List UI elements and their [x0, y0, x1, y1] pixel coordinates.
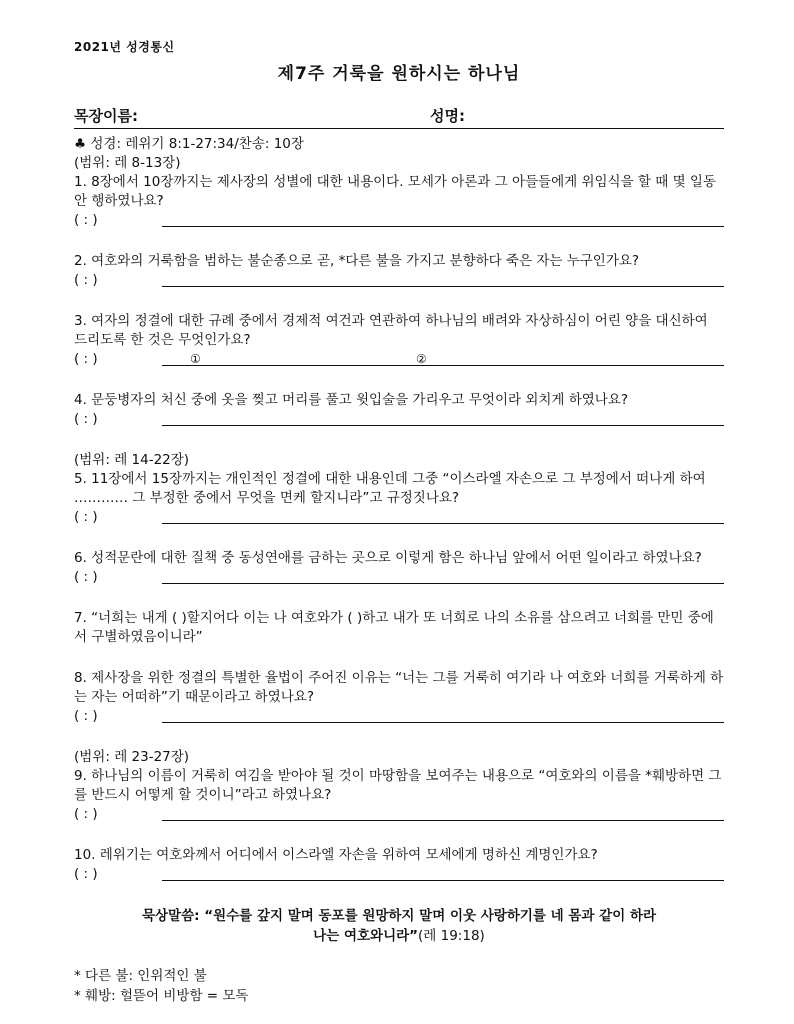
answer-mark-2: ②	[416, 352, 427, 366]
answer-mark-1: ①	[190, 352, 201, 366]
memory-verse-label: 묵상말씀:	[141, 908, 200, 924]
name-fields-row	[74, 106, 724, 129]
footnote-1: * 다른 불: 인위적인 불	[74, 968, 207, 984]
answer-underline	[162, 880, 724, 881]
page-title: 제7주 거룩을 원하시는 하나님	[277, 64, 521, 84]
answer-paren: ( : )	[74, 411, 98, 427]
answer-paren: ( : )	[74, 708, 98, 724]
worksheet-page	[74, 38, 724, 1006]
range-heading-1: (범위: 레 8-13장)	[74, 155, 181, 171]
range-heading-2: (범위: 레 14-22장)	[74, 452, 190, 468]
answer-paren: ( : )	[74, 272, 98, 288]
answer-line-1[interactable]	[74, 211, 724, 230]
answer-underline	[162, 523, 724, 524]
question-9: 9. 하나님의 이름이 거룩히 여김을 받아야 될 것이 마땅함을 보여주는 내용으로 “여호와의 이름을 *훼방하면 그를 반드시 어떻게 할 것이니”라고 하였나요?	[74, 768, 722, 803]
answer-paren: ( : )	[74, 806, 98, 822]
answer-line-10[interactable]	[74, 865, 724, 884]
memory-verse-text-1: “원수를 갚지 말며 동포를 원망하지 말며 이웃 사랑하기를 네 몸과 같이 하라	[199, 908, 657, 924]
answer-line-4[interactable]	[74, 410, 724, 429]
footnotes	[74, 966, 724, 1006]
scripture-reference: ♣ 성경: 레위기 8:1-27:34/찬송: 10장	[74, 136, 304, 152]
answer-paren: ( : )	[74, 866, 98, 882]
answer-underline	[162, 365, 724, 366]
question-1: 1. 8장에서 10장까지는 제사장의 성별에 대한 내용이다. 모세가 아론과 그 아들들에게 위임식을 할 때 몇 일동안 행하였나요?	[74, 174, 716, 209]
answer-underline	[162, 286, 724, 287]
answer-line-2[interactable]	[74, 271, 724, 290]
memory-verse-line-1	[74, 906, 724, 926]
answer-line-5[interactable]	[74, 508, 724, 527]
question-8: 8. 제사장을 위한 정결의 특별한 율법이 주어진 이유는 “너는 그를 거룩히 여기라 나 여호와 너희를 거룩하게 하는 자는 어떠하”기 때문이라고 하였나요?	[74, 670, 724, 705]
answer-paren: ( : )	[74, 212, 98, 228]
question-2: 2. 여호와의 거룩함을 범하는 불순종으로 곧, *다른 불을 가지고 분향하다 죽은 자는 누구인가요?	[74, 253, 640, 269]
answer-underline	[162, 820, 724, 821]
answer-line-8[interactable]	[74, 707, 724, 726]
question-7: 7. “너희는 내게 ( )할지어다 이는 나 여호와가 ( )하고 내가 또 너희로 나의 소유를 삼으려고 너희를 만민 중에서 구별하였음이니라”	[74, 610, 714, 645]
memory-verse-text-2: 나는 여호와니라”	[313, 928, 419, 944]
memory-verse	[74, 906, 724, 946]
question-6: 6. 성적문란에 대한 질책 중 동성연애를 금하는 곳으로 이렇게 함은 하나님 앞에서 어떤 일이라고 하였나요?	[74, 550, 702, 566]
range-heading-3: (범위: 레 23-27장)	[74, 749, 190, 765]
question-4: 4. 문둥병자의 처신 중에 옷을 찢고 머리를 풀고 윗입술을 가리우고 무엇이라 외치게 하였나요?	[74, 392, 629, 408]
person-name-label: 성명:	[430, 107, 465, 125]
answer-paren: ( : )	[74, 351, 98, 367]
answer-underline	[162, 425, 724, 426]
answer-underline	[162, 583, 724, 584]
answer-underline	[162, 226, 724, 227]
group-name-label: 목장이름:	[74, 107, 138, 125]
year-label: 2021년 성경통신	[74, 40, 175, 54]
answer-paren: ( : )	[74, 569, 98, 585]
answer-line-9[interactable]	[74, 805, 724, 824]
question-10: 10. 레위기는 여호와께서 어디에서 이스라엘 자손을 위하여 모세에게 명하신 계명인가요?	[74, 847, 598, 863]
footnote-2: * 훼방: 헐뜯어 비방함 = 모독	[74, 988, 249, 1004]
question-5: 5. 11장에서 15장까지는 개인적인 정결에 대한 내용인데 그중 “이스라엘 자손으로 그 부정에서 떠나게 하여 ………… 그 부정한 중에서 무엇을 면케 할지니라”고 규정짓나요?	[74, 471, 706, 506]
memory-verse-line-2	[74, 926, 724, 946]
memory-verse-ref: (레 19:18)	[418, 928, 485, 944]
answer-paren: ( : )	[74, 509, 98, 525]
answer-line-3[interactable]	[74, 350, 724, 369]
answer-line-6[interactable]	[74, 568, 724, 587]
answer-underline	[162, 722, 724, 723]
question-3: 3. 여자의 정결에 대한 규례 중에서 경제적 여건과 연관하여 하나님의 배려와 자상하심이 어린 양을 대신하여 드리도록 한 것은 무엇인가요?	[74, 313, 708, 348]
